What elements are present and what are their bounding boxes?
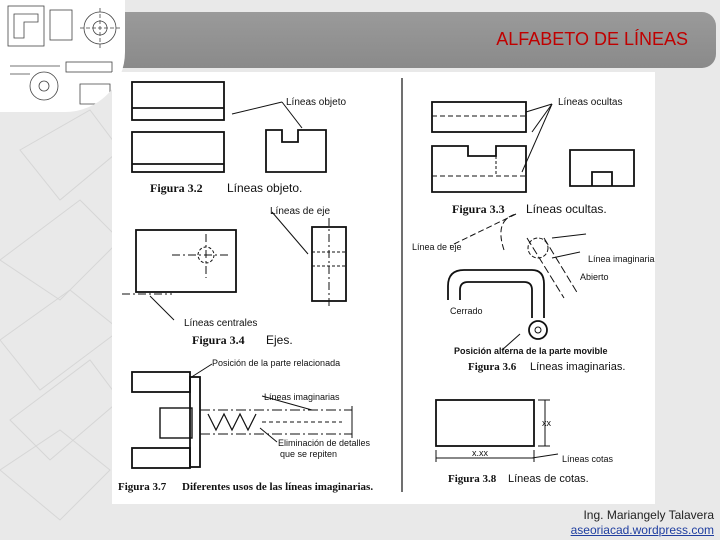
figure-3-8 — [436, 400, 558, 462]
f34-label-bottom: Líneas centrales — [184, 318, 258, 329]
figure-3-6 — [448, 214, 586, 350]
f34-caption-number: Figura 3.4 — [192, 333, 245, 347]
technical-drawing-thumbnail-image — [0, 0, 125, 112]
slide-title: ALFABETO DE LÍNEAS — [496, 29, 688, 49]
f33-caption-number: Figura 3.3 — [452, 202, 505, 216]
f33-caption-text: Líneas ocultas. — [526, 202, 607, 216]
f36-caption-number: Figura 3.6 — [468, 361, 517, 373]
figure-3-4 — [122, 212, 346, 320]
f32-caption-number: Figura 3.2 — [150, 181, 203, 195]
f38-caption-number: Figura 3.8 — [448, 473, 497, 485]
f37-label-elim-1: Eliminación de detalles — [278, 438, 371, 448]
f36-caption-text: Líneas imaginarias. — [530, 361, 626, 373]
author-name: Ing. Mariangely Talavera — [583, 508, 714, 522]
f32-label: Líneas objeto — [286, 97, 347, 108]
f34-label-top: Líneas de eje — [270, 206, 331, 217]
figure-3-2 — [132, 82, 326, 172]
f37-label-elim-2: que se repiten — [280, 449, 338, 459]
f34-caption-text: Ejes. — [266, 333, 293, 347]
figure-3-3 — [432, 102, 634, 192]
content-panel — [112, 72, 655, 504]
f36-label-eje: Línea de eje — [412, 242, 462, 252]
footer-credit — [571, 508, 714, 538]
f36-label-abierto: Abierto — [580, 272, 609, 282]
line-alphabet-figures — [112, 72, 655, 504]
f33-label: Líneas ocultas — [558, 97, 623, 108]
f37-caption-number: Figura 3.7 — [118, 481, 167, 493]
f37-caption-text: Diferentes usos de las líneas imaginarias. — [182, 481, 374, 493]
f37-label-imag: Líneas imaginarias — [264, 392, 340, 402]
f36-label-imag: Línea imaginaria — [588, 254, 655, 264]
f36-label-cerrado: Cerrado — [450, 306, 483, 316]
f37-label-posicion: Posición de la parte relacionada — [212, 358, 341, 368]
website-link[interactable]: aseoriacad.wordpress.com — [570, 523, 714, 537]
f36-label-posicion: Posición alterna de la parte movible — [454, 346, 608, 356]
f32-caption-text: Líneas objeto. — [227, 181, 303, 195]
f38-caption-text: Líneas de cotas. — [508, 473, 589, 485]
drawing-thumbnail — [0, 0, 125, 112]
f38-dim-vertical: xx — [542, 418, 551, 428]
f38-label: Líneas cotas — [562, 454, 614, 464]
f38-dim-horizontal: x.xx — [472, 448, 489, 458]
title-bar — [100, 12, 716, 68]
